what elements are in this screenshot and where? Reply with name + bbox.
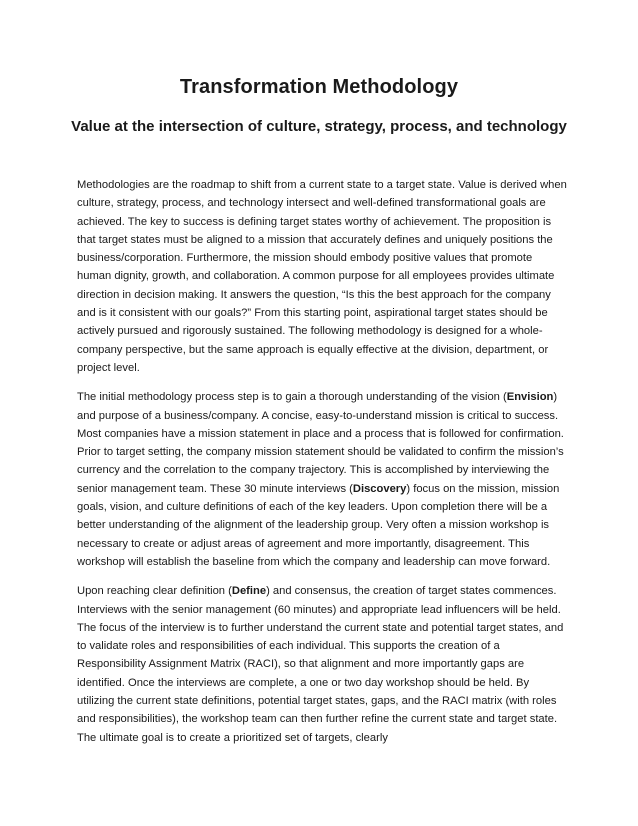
- bold-term: Envision: [506, 391, 554, 404]
- text-run: Methodologies are the roadmap to shift from a current state to a target state. Value is derived when culture, strategy, process, and technology intersect and well-defined transformational goals are achieved. The key to success is defining target states worthy of achievement. The proposition is that target states must be aligned to a mission that accurately defines and uniquely positions the business/corporation. Furthermore, the mission should embody positive values that promote human dignity, growth, and collaboration. A common purpose for all employees provides ultimate direction in decision making. It answers the question, “Is this the best approach for the company and is it consistent with our goals?” From this starting point, aspirational target states should be actively pursued and rigorously sustained. The following methodology is designed for a whole-company perspective, but the same approach is equally effective at the division, department, or project level.: [77, 179, 567, 374]
- text-run: The initial methodology process step is to gain a thorough understanding of the vision (: [77, 391, 507, 404]
- body-paragraph: [77, 582, 567, 747]
- text-run: ) focus on the mission, mission goals, vision, and culture definitions of each of the key leaders. Upon completion there will be a better understanding of the alignment of the leadership group. Very often a mission workshop is necessary to create or adjust areas of agreement and more importantly, disagreement. This workshop will establish the baseline from which the company and leadership can move forward.: [77, 482, 560, 568]
- text-run: Upon reaching clear definition (: [77, 585, 232, 598]
- text-run: ) and consensus, the creation of target states commences. Interviews with the senior management (60 minutes) and appropriate lead influencers will be held. The focus of the interview is to further understand the current state and potential target states, and to validate roles and responsibilities of each individual. This supports the creation of a Responsibility Assignment Matrix (RACI), so that alignment and more importantly gaps are identified. Once the interviews are complete, a one or two day workshop should be held. By utilizing the current state definitions, potential target states, gaps, and the RACI matrix (with roles and responsibilities), the workshop team can then further refine the current state and target state. The ultimate goal is to create a prioritized set of targets, clearly: [77, 585, 564, 744]
- text-run: ) and purpose of a business/company. A concise, easy-to-understand mission is critical to success. Most companies have a mission statement in place and a process that is followed for confirmation. Prior to target setting, the company mission statement should be validated to confirm the mission’s currency and the correlation to the company trajectory. This is accomplished by interviewing the senior management team. These 30 minute interviews (: [77, 391, 564, 495]
- page-subtitle: Value at the intersection of culture, strategy, process, and technology: [71, 118, 567, 135]
- body-paragraph: [77, 176, 567, 377]
- bold-term: Discovery: [352, 482, 407, 495]
- body-paragraph: [77, 388, 567, 571]
- page-title: Transformation Methodology: [179, 76, 459, 98]
- bold-term: Define: [231, 585, 267, 598]
- body-text: [77, 176, 567, 758]
